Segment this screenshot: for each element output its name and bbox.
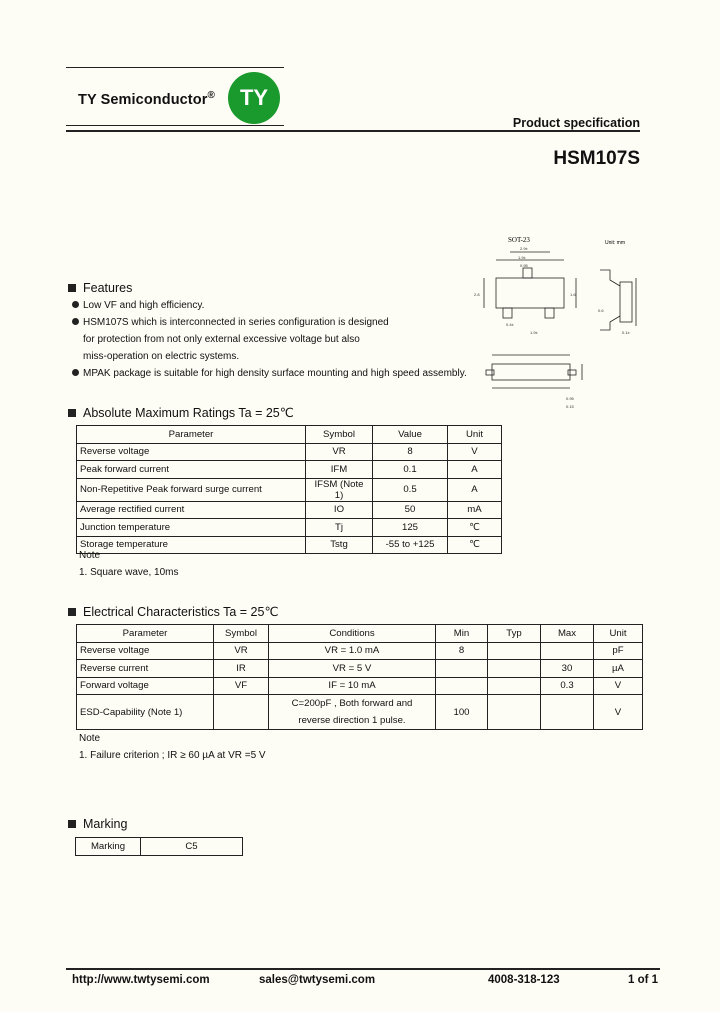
column-header: Max (541, 625, 594, 643)
table-cell (488, 660, 541, 678)
table-cell: Tj (306, 519, 373, 537)
table-cell: V (448, 443, 502, 461)
column-header: Value (373, 426, 448, 444)
feature-item: Low VF and high efficiency. (72, 297, 492, 314)
table-cell: Reverse voltage (77, 642, 214, 660)
table-cell: 125 (373, 519, 448, 537)
section-square-icon (68, 409, 76, 417)
table-cell: µA (594, 660, 643, 678)
table-cell: C5 (141, 838, 243, 856)
feature-item: HSM107S which is interconnected in series configuration is designed (72, 314, 492, 331)
svg-text:1.9±: 1.9± (530, 330, 538, 335)
table-row (76, 838, 243, 856)
footer-phone: 4008-318-123 (488, 974, 560, 986)
section-square-icon (68, 284, 76, 292)
table-cell: VR = 5 V (269, 660, 436, 678)
elec-table (76, 624, 643, 730)
table-row (77, 660, 643, 678)
table-cell: VR (214, 642, 269, 660)
table-cell: VF (214, 677, 269, 695)
column-header: Symbol (306, 426, 373, 444)
section-square-icon (68, 820, 76, 828)
table-cell: VR = 1.0 mA (269, 642, 436, 660)
table-cell: 0.5 (373, 478, 448, 501)
table-header-row (77, 426, 502, 444)
table-row (77, 642, 643, 660)
elec-heading: Electrical Characteristics Ta = 25℃ (68, 604, 278, 619)
table-cell: ESD-Capability (Note 1) (77, 695, 214, 730)
svg-text:1.9±: 1.9± (518, 255, 526, 260)
table-cell: Peak forward current (77, 461, 306, 479)
table-header-row (77, 625, 643, 643)
table-cell (541, 642, 594, 660)
svg-text:0.15: 0.15 (566, 404, 574, 409)
table-cell: 8 (436, 642, 488, 660)
section-square-icon (68, 608, 76, 616)
column-header: Parameter (77, 625, 214, 643)
table-cell: IF = 10 mA (269, 677, 436, 695)
table-cell: 50 (373, 501, 448, 519)
svg-text:1.6: 1.6 (570, 292, 576, 297)
table-cell: ℃ (448, 536, 502, 554)
table-cell: Marking (76, 838, 141, 856)
table-cell: V (594, 695, 643, 730)
table-cell: 30 (541, 660, 594, 678)
table-cell (436, 660, 488, 678)
doc-type: Product specification (512, 116, 640, 130)
table-row (77, 695, 643, 730)
table-cell (214, 695, 269, 730)
note-label: Note (79, 733, 101, 744)
note-text: 1. Square wave, 10ms (79, 567, 179, 578)
table-cell (488, 642, 541, 660)
note-text: 1. Failure criterion ; IR ≥ 60 µA at VR =5 V (79, 750, 266, 761)
condition-line: C=200pF , Both forward and (291, 698, 413, 709)
bullet-icon (72, 301, 79, 308)
elec-note (79, 730, 266, 764)
table-cell: VR (306, 443, 373, 461)
feature-item-continuation: miss-operation on electric systems. (83, 351, 240, 362)
table-cell: V (594, 677, 643, 695)
header-mid-rule (66, 125, 284, 126)
bullet-icon (72, 318, 79, 325)
column-header: Typ (488, 625, 541, 643)
feature-item-continuation: for protection from not only external excessive voltage but also (83, 334, 360, 345)
footer-rule (66, 968, 660, 970)
table-row (77, 519, 502, 537)
svg-text:0.1±: 0.1± (622, 330, 630, 335)
abs-max-heading: Absolute Maximum Ratings Ta = 25℃ (68, 405, 294, 420)
header-top-rule (66, 67, 284, 68)
column-header: Min (436, 625, 488, 643)
footer-page-number: 1 of 1 (628, 974, 659, 986)
note-label: Note (79, 550, 101, 561)
table-cell (436, 677, 488, 695)
column-header: Symbol (214, 625, 269, 643)
table-cell: Reverse current (77, 660, 214, 678)
table-cell (488, 677, 541, 695)
svg-text:0.6: 0.6 (598, 308, 604, 313)
table-cell: ℃ (448, 519, 502, 537)
table-row (77, 478, 502, 501)
table-cell: IR (214, 660, 269, 678)
abs-max-note (79, 547, 179, 581)
table-cell: Storage temperature (77, 536, 306, 554)
table-cell (541, 695, 594, 730)
feature-list (72, 297, 492, 382)
table-cell: IFM (306, 461, 373, 479)
footer-email-link[interactable]: sales@twtysemi.com (259, 974, 376, 986)
table-cell: Reverse voltage (77, 443, 306, 461)
table-cell (488, 695, 541, 730)
table-row (77, 461, 502, 479)
unit-label: Unit: mm (605, 240, 625, 246)
marking-heading: Marking (68, 817, 127, 831)
table-cell: Tstg (306, 536, 373, 554)
table-cell (269, 695, 436, 730)
table-cell: 100 (436, 695, 488, 730)
feature-item: MPAK package is suitable for high density surface mounting and high speed assembly. (72, 365, 492, 382)
svg-text:0.95: 0.95 (520, 263, 528, 268)
condition-line: reverse direction 1 pulse. (298, 715, 406, 726)
table-cell: Junction temperature (77, 519, 306, 537)
table-row (77, 443, 502, 461)
svg-text:0.4±: 0.4± (506, 322, 514, 327)
footer-url-link[interactable]: http://www.twtysemi.com (72, 974, 210, 986)
table-row (77, 677, 643, 695)
svg-text:2.8: 2.8 (474, 292, 480, 297)
table-cell: Forward voltage (77, 677, 214, 695)
table-cell: Average rectified current (77, 501, 306, 519)
svg-text:0.95: 0.95 (566, 396, 574, 401)
abs-max-table (76, 425, 502, 554)
column-header: Conditions (269, 625, 436, 643)
part-number: HSM107S (553, 148, 640, 169)
table-cell: IO (306, 501, 373, 519)
table-cell: 0.1 (373, 461, 448, 479)
table-cell: A (448, 461, 502, 479)
table-cell: mA (448, 501, 502, 519)
table-cell: pF (594, 642, 643, 660)
package-name-label: SOT-23 (508, 236, 530, 244)
table-cell: A (448, 478, 502, 501)
svg-text:2.9±: 2.9± (520, 246, 528, 251)
column-header: Parameter (77, 426, 306, 444)
table-cell: IFSM (Note 1) (306, 478, 373, 501)
package-outline-drawing (470, 230, 650, 420)
table-cell: 8 (373, 443, 448, 461)
table-cell: Non-Repetitive Peak forward surge current (77, 478, 306, 501)
column-header: Unit (594, 625, 643, 643)
bullet-icon (72, 369, 79, 376)
marking-table (75, 837, 243, 856)
table-cell: 0.3 (541, 677, 594, 695)
features-heading: Features (68, 281, 132, 295)
column-header: Unit (448, 426, 502, 444)
header-main-rule (66, 130, 640, 132)
table-row (77, 501, 502, 519)
company-name: TY Semiconductor® (78, 90, 215, 108)
company-logo: TY (228, 72, 280, 124)
table-cell: -55 to +125 (373, 536, 448, 554)
